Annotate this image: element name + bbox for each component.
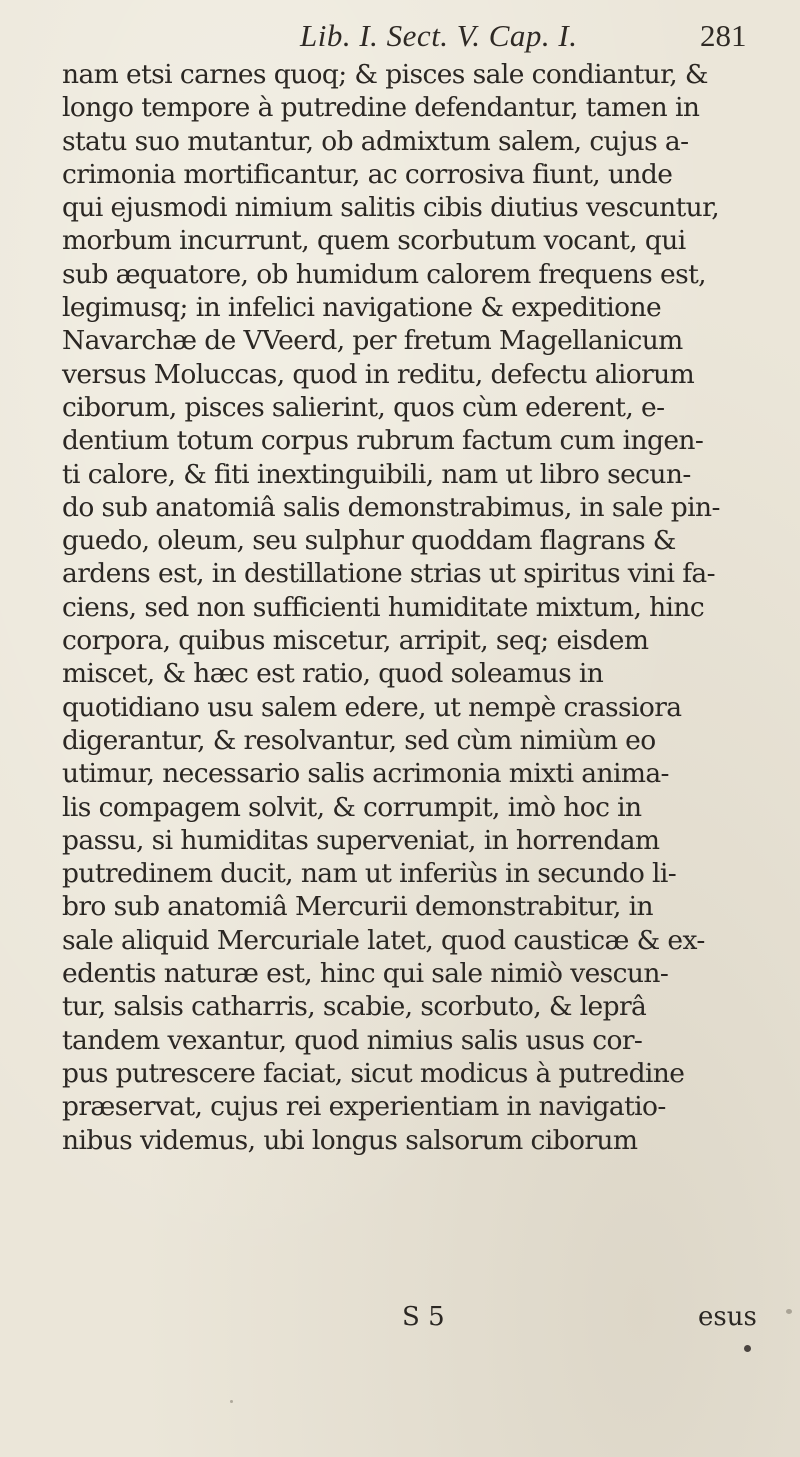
text-line: digerantur, & resolvantur, sed cùm nimiùm eo xyxy=(62,724,656,756)
text-line: ardens est, in destillatione strias ut spiritus vini fa- xyxy=(62,558,715,590)
text-line: utimur, necessario salis acrimonia mixti anima- xyxy=(62,758,669,790)
text-line: do sub anatomiâ salis demonstrabimus, in sale pin- xyxy=(62,491,720,523)
page-footer xyxy=(0,1302,800,1338)
text-line: legimusq; in infelici navigatione & expeditione xyxy=(62,292,662,324)
text-line: ti calore, & fiti inextinguibili, nam ut libro secun- xyxy=(62,458,691,490)
text-line: dentium totum corpus rubrum factum cum ingen- xyxy=(62,425,704,457)
text-line: crimonia mortificantur, ac corrosiva fiunt, unde xyxy=(62,158,673,190)
paper-speck xyxy=(786,1309,792,1314)
text-line: bro sub anatomiâ Mercurii demonstrabitur, in xyxy=(62,891,654,923)
text-line: miscet, & hæc est ratio, quod soleamus in xyxy=(62,658,604,690)
body-text xyxy=(62,58,782,1157)
running-head-title: Lib. I. Sect. V. Cap. I. xyxy=(300,18,578,53)
running-head xyxy=(0,14,800,62)
text-line: edentis naturæ est, hinc qui sale nimiò vescun- xyxy=(62,958,669,990)
text-line: pus putrescere faciat, sicut modicus à putredine xyxy=(62,1057,685,1089)
text-line: sub æquatore, ob humidum calorem frequens est, xyxy=(62,258,706,290)
text-line: nam etsi carnes quoq; & pisces sale condiantur, & xyxy=(62,59,708,90)
text-line: tur, salsis catharris, scabie, scorbuto, & leprâ xyxy=(62,991,647,1023)
text-line: quotidiano usu salem edere, ut nempè crassiora xyxy=(62,691,682,723)
text-line: nibus videmus, ubi longus salsorum ciborum xyxy=(62,1124,638,1156)
text-line: ciborum, pisces salierint, quos cùm ederent, e- xyxy=(62,391,665,423)
text-line: Navarchæ de VVeerd, per fretum Magellanicum xyxy=(62,325,683,357)
text-line: præservat, cujus rei experientiam in navigatio- xyxy=(62,1091,666,1123)
text-line: guedo, oleum, seu sulphur quoddam flagrans & xyxy=(62,525,676,557)
text-line: lis compagem solvit, & corrumpit, imò hoc in xyxy=(62,791,642,823)
text-line: passu, si humiditas superveniat, in horrendam xyxy=(62,824,660,856)
signature-mark: S 5 xyxy=(402,1302,445,1332)
text-line: qui ejusmodi nimium salitis cibis diutius vescuntur, xyxy=(62,192,720,224)
catchword: esus xyxy=(698,1302,757,1332)
text-line: sale aliquid Mercuriale latet, quod causticæ & ex- xyxy=(62,924,705,956)
page-number: 281 xyxy=(700,18,747,53)
paper-speck xyxy=(230,1400,233,1403)
text-line: versus Moluccas, quod in reditu, defectu aliorum xyxy=(62,358,695,390)
text-line: statu suo mutantur, ob admixtum salem, cujus a- xyxy=(62,125,689,157)
text-line: tandem vexantur, quod nimius salis usus cor- xyxy=(62,1024,643,1056)
text-line: corpora, quibus miscetur, arripit, seq; eisdem xyxy=(62,625,649,657)
text-line: longo tempore à putredine defendantur, tamen in xyxy=(62,92,700,124)
text-line: morbum incurrunt, quem scorbutum vocant, qui xyxy=(62,225,686,257)
text-line: putredinem ducit, nam ut inferiùs in secundo li- xyxy=(62,858,677,890)
ink-dot xyxy=(744,1345,751,1352)
text-line: ciens, sed non sufficienti humiditate mixtum, hinc xyxy=(62,591,705,623)
